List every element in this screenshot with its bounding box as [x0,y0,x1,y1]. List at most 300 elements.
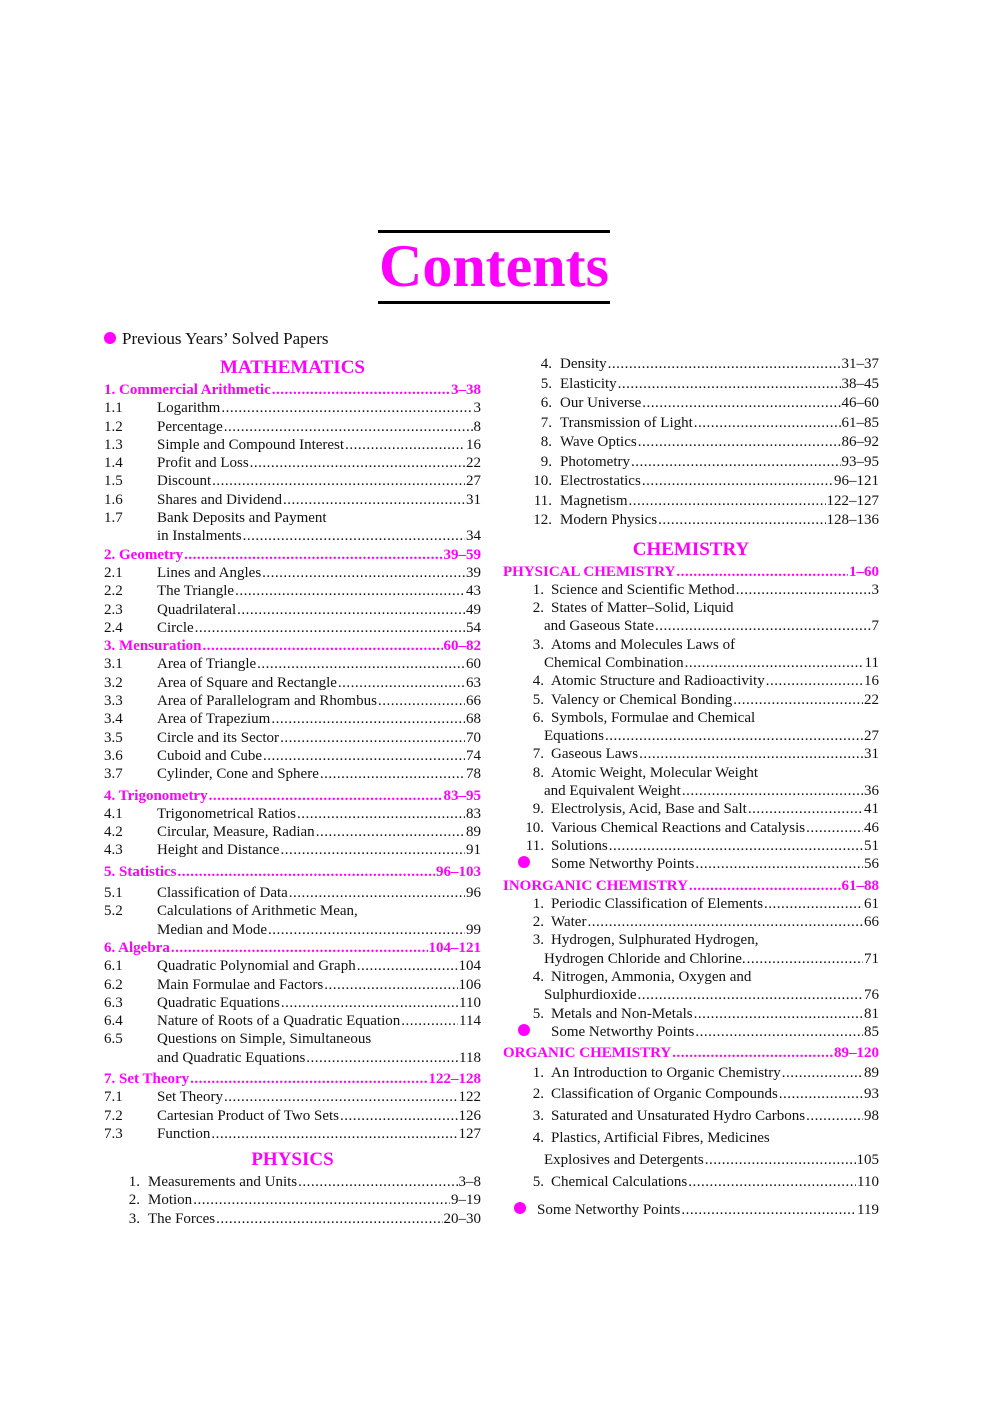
toc-entry[interactable] [104,1012,481,1030]
entry-page: 60 [466,656,481,673]
entry-number: 1. [532,895,544,912]
toc-entry[interactable] [104,601,481,619]
entry-label: Cylinder, Cone and Sphere [157,766,319,783]
bullet-icon [518,856,530,868]
entry-page: 31 [466,491,481,508]
toc-entry[interactable] [503,800,879,818]
toc-entry[interactable] [104,418,481,436]
entry-page: 63 [466,674,481,691]
chapter-pages: 83–95 [443,787,481,804]
entry-label: Various Chemical Reactions and Catalysis [551,819,806,836]
toc-entry[interactable] [104,655,481,673]
entry-number: 7.3 [104,1125,123,1142]
dot-leader [237,601,465,619]
entry-page: 96 [466,885,481,902]
entry-page: 104 [458,958,481,975]
toc-entry[interactable] [104,619,481,637]
entry-label: Quadratic Equations [157,994,280,1011]
dot-leader [609,837,863,855]
entry-page: 8 [473,418,481,435]
dot-leader [203,637,443,655]
entry-page: 83 [466,805,481,822]
dot-leader [283,491,465,509]
entry-page: 20–30 [443,1210,481,1227]
entry-number: 12. [533,512,552,528]
entry-label: Hydrogen, Sulphurated Hydrogen, [551,932,759,949]
entry-number: 11. [533,492,552,509]
entry-label: Our Universe [560,395,642,411]
entry-bullet [503,1023,551,1041]
chapter-title: 6. Algebra [104,939,170,956]
toc-entry[interactable] [104,902,481,920]
entry-page: 3 [871,581,879,598]
chapter-title: 4. Trigonometry [104,787,208,804]
entry-label: Area of Triangle [157,656,257,673]
toc-entry[interactable] [503,672,879,690]
previous-papers-entry[interactable] [104,329,329,349]
chemistry-section-heading[interactable] [503,1044,879,1062]
dot-leader [324,976,457,994]
entry-number: 4.2 [104,824,123,841]
entry-label: Cartesian Product of Two Sets [157,1107,339,1124]
chapter-heading[interactable] [104,787,481,805]
entry-label: Electrolysis, Acid, Base and Salt [551,801,747,818]
dot-leader [268,921,465,939]
entry-label: Measurements and Units [148,1174,298,1191]
entry-number: 7. [540,414,552,431]
toc-entry[interactable] [503,1063,879,1085]
entry-page: 22 [466,455,481,472]
entry-label: and Equivalent Weight [544,783,681,800]
entry-page: 16 [466,436,481,453]
toc-entry[interactable] [104,729,481,747]
toc-entry[interactable] [104,1125,481,1143]
toc-entry[interactable] [503,691,879,709]
entry-label: The Triangle [157,583,235,600]
toc-entry[interactable] [104,765,481,783]
toc-entry[interactable] [503,1023,879,1041]
entry-number: 7.1 [104,1089,123,1106]
dot-leader [235,582,465,600]
dot-leader [642,472,833,492]
dot-leader [642,394,840,414]
entry-page: 51 [864,837,879,854]
section-heading-chemistry: CHEMISTRY [632,538,750,560]
toc-entry[interactable] [104,994,481,1012]
toc-entry[interactable] [503,472,879,492]
entry-page: 27 [466,473,481,490]
toc-entry[interactable] [104,527,481,545]
dot-leader [605,727,863,745]
dot-leader [766,672,863,690]
entry-number: 8. [540,434,552,450]
dot-leader [190,1070,427,1088]
toc-entry[interactable] [104,976,481,994]
toc-entry[interactable] [104,805,481,823]
dot-leader [694,1005,863,1023]
toc-entry[interactable] [104,957,481,975]
toc-entry[interactable] [503,709,879,727]
toc-entry[interactable] [104,436,481,454]
entry-page: 96–121 [834,473,879,489]
dot-leader [736,581,871,599]
entry-page: 70 [466,729,481,746]
entry-label: Height and Distance [157,842,280,859]
dot-leader [685,654,864,672]
entry-number: 4.3 [104,842,123,859]
toc-entry[interactable] [503,986,879,1004]
dot-leader [178,863,436,881]
section-pages: 89–120 [834,1045,879,1062]
entry-label: Some Networthy Points [537,1202,681,1219]
chapter-pages: 3–38 [451,382,481,398]
toc-entry[interactable] [104,710,481,728]
toc-entry[interactable] [503,764,879,782]
toc-entry[interactable] [503,931,879,949]
chapter-pages: 60–82 [443,638,481,655]
chapter-pages: 39–59 [443,546,481,563]
toc-entry[interactable] [104,582,481,600]
bullet-icon [518,1024,530,1036]
toc-entry[interactable] [104,1049,481,1067]
entry-page: 66 [466,693,481,710]
entry-number: 10. [525,819,544,836]
entry-label: An Introduction to Organic Chemistry [551,1064,781,1081]
entry-page: 68 [466,711,481,728]
entry-number: 6.5 [104,1031,123,1048]
entry-page: 61–85 [841,414,879,431]
entry-page: 38–45 [841,375,879,392]
toc-entry[interactable] [104,509,481,527]
entry-label: Water [551,914,587,931]
entry-number: 2.3 [104,601,123,618]
toc-entry[interactable] [503,782,879,800]
final-networthy-points[interactable] [503,1201,879,1219]
toc-entry[interactable] [503,599,879,617]
toc-entry[interactable] [503,511,879,531]
entry-number: 3. [532,932,544,949]
entry-page: 22 [864,691,879,708]
entry-number: 6.4 [104,1013,123,1030]
entry-number: 4. [532,1129,544,1146]
dot-leader [320,765,465,783]
entry-label: Area of Square and Rectangle [157,674,337,691]
entry-page: 3 [473,400,481,417]
chapter-heading[interactable] [104,637,481,655]
dot-leader [681,1201,856,1219]
entry-number: 1.7 [104,510,123,527]
entry-label: Profit and Loss [157,455,249,472]
entry-label: Discount [157,473,212,490]
toc-entry[interactable] [503,727,879,745]
chapter-heading[interactable] [104,939,481,957]
dot-leader [195,619,465,637]
toc-entry[interactable] [104,399,481,417]
entry-page: 49 [466,601,481,618]
entry-number: 3. [532,636,544,653]
chapter-heading[interactable] [104,546,481,564]
toc-entry[interactable] [503,433,879,453]
dot-leader [298,1173,457,1191]
dot-leader [682,782,863,800]
toc-entry[interactable] [503,1106,879,1128]
entry-number: 3.6 [104,747,123,764]
toc-entry[interactable] [503,617,879,635]
entry-label: Classification of Organic Compounds [551,1086,778,1103]
entry-number: 5. [532,1173,544,1190]
entry-label: Valency or Chemical Bonding [551,691,733,708]
entry-page: 43 [466,583,481,600]
dot-leader [608,355,841,375]
chapter-heading[interactable] [104,1070,481,1088]
chapter-title: 2. Geometry [104,546,184,563]
entry-label: Elasticity [560,375,617,392]
toc-entry[interactable] [503,950,879,968]
toc-entry[interactable] [503,355,879,375]
toc-entry[interactable] [503,636,879,654]
toc-entry[interactable] [104,692,481,710]
entry-label: Quadrilateral [157,601,237,618]
entry-label: Modern Physics [560,512,658,528]
chemistry-section-heading[interactable] [503,877,879,895]
entry-number: 3.2 [104,674,123,691]
entry-page: 89 [864,1064,879,1081]
dot-leader [638,433,841,453]
toc-entry[interactable] [104,491,481,509]
entry-number: 3. [128,1210,140,1227]
entry-label: Shares and Dividend [157,491,282,508]
entry-number: 5. [532,691,544,708]
entry-page: 93 [864,1086,879,1103]
toc-entry[interactable] [503,1084,879,1106]
toc-entry[interactable] [104,674,481,692]
dot-leader [378,692,465,710]
toc-entry[interactable] [503,414,879,434]
entry-page: 110 [459,994,481,1011]
toc-entry[interactable] [503,654,879,672]
entry-page: 34 [466,528,481,545]
entry-page: 61 [864,895,879,912]
dot-leader [733,691,863,709]
toc-entry[interactable] [503,581,879,599]
physics-list-part-1 [100,1173,481,1228]
entry-label: Questions on Simple, Simultaneous [157,1031,372,1048]
dot-leader [193,1191,450,1209]
entry-number: 2. [532,1086,544,1103]
section-heading-physics: PHYSICS [251,1149,334,1171]
entry-page: 119 [857,1202,879,1219]
entry-number: 2. [532,914,544,931]
entry-label: Electrostatics [560,473,641,489]
toc-entry[interactable] [503,1005,879,1023]
entry-number: 4. [540,356,552,372]
toc-entry[interactable] [503,855,879,873]
entry-number: 7.2 [104,1107,123,1124]
dot-leader [695,1023,863,1041]
dot-leader [638,986,864,1004]
section-pages: 61–88 [841,877,879,894]
entry-number: 2.4 [104,619,123,636]
entry-label: Chemical Calculations [551,1173,688,1190]
toc-entry[interactable] [104,454,481,472]
entry-label: Median and Mode [157,921,267,938]
entry-number: 7. [532,746,544,763]
dot-leader [271,710,465,728]
entry-number: 9. [540,453,552,470]
toc-entry[interactable] [104,921,481,939]
entry-page: 128–136 [826,512,879,528]
dot-leader [272,381,450,399]
toc-entry[interactable] [503,375,879,395]
dot-leader [658,511,825,531]
title-block [378,230,610,304]
entry-page: 71 [864,950,879,967]
chapter-heading[interactable] [104,863,481,881]
entry-label: Solutions [551,837,608,854]
entry-page: 110 [857,1173,879,1190]
toc-entry[interactable] [503,1150,879,1172]
entry-page: 46 [864,819,879,836]
dot-leader [631,453,841,473]
dot-leader [782,1063,863,1085]
toc-entry[interactable] [503,492,879,512]
entry-label: Transmission of Light [560,414,693,431]
entry-number: 10. [533,473,552,489]
toc-entry[interactable] [503,1172,879,1194]
entry-number: 3.5 [104,729,123,746]
toc-entry[interactable] [104,823,481,841]
toc-entry[interactable] [503,745,879,763]
toc-entry[interactable] [104,1088,481,1106]
toc-entry[interactable] [503,913,879,931]
entry-page: 126 [458,1107,481,1124]
dot-leader [587,913,863,931]
dot-leader [171,939,428,957]
title-bottom-rule [378,301,610,304]
chapter-pages: 122–128 [428,1070,481,1087]
toc-entry[interactable] [104,841,481,859]
entry-label: Area of Trapezium [157,711,271,728]
toc-entry[interactable] [104,884,481,902]
entry-number: 5.1 [104,885,123,902]
entry-page: 91 [466,842,481,859]
toc-entry[interactable] [503,394,879,414]
entry-label: Cuboid and Cube [157,747,262,764]
entry-label: Lines and Angles [157,564,262,581]
entry-number: 1.5 [104,473,123,490]
entry-label: Saturated and Unsaturated Hydro Carbons [551,1108,806,1125]
dot-leader [338,674,465,692]
entry-number: 2.1 [104,564,123,581]
toc-entry[interactable] [104,564,481,582]
dot-leader [211,1125,457,1143]
toc-entry[interactable] [503,895,879,913]
entry-label: Logarithm [157,400,221,417]
entry-number: 1. [532,581,544,598]
entry-number: 1.2 [104,418,123,435]
dot-leader [280,729,465,747]
entry-number: 6.1 [104,958,123,975]
entry-page: 76 [864,987,879,1004]
toc-entry[interactable] [503,968,879,986]
dot-leader [184,546,442,564]
dot-leader [224,418,473,436]
entry-number: 1. [532,1064,544,1081]
entry-label: Chemical Combination [544,654,684,671]
entry-page: 31 [864,746,879,763]
entry-page: 93–95 [841,453,879,470]
entry-page: 46–60 [841,395,879,411]
entry-label: Area of Parallelogram and Rhombus [157,693,377,710]
toc-entry[interactable] [503,819,879,837]
toc-entry[interactable] [503,837,879,855]
toc-entry[interactable] [503,1128,879,1150]
entry-number: 5.2 [104,903,123,920]
dot-leader [689,877,841,895]
entry-page: 11 [864,654,879,671]
toc-entry[interactable] [100,1173,481,1191]
dot-leader [250,454,465,472]
entry-number: 3.3 [104,693,123,710]
entry-number: 1. [128,1174,140,1191]
toc-entry[interactable] [100,1210,481,1228]
entry-page: 78 [466,766,481,783]
chemistry-section-heading[interactable] [503,563,879,581]
entry-page: 41 [864,801,879,818]
chapter-heading[interactable] [104,381,481,399]
section-title: INORGANIC CHEMISTRY [503,877,688,894]
entry-number: 1.6 [104,491,123,508]
chapter-title: 1. Commercial Arithmetic [104,382,271,398]
entry-page: 122 [458,1089,481,1106]
toc-entry[interactable] [503,453,879,473]
entry-number: 2. [128,1192,140,1209]
chapter-pages: 96–103 [436,863,481,880]
dot-leader [345,436,465,454]
dot-leader [806,1106,863,1128]
entry-page: 74 [466,747,481,764]
entry-page: 36 [864,783,879,800]
dot-leader [221,399,472,417]
toc-entry[interactable] [104,472,481,490]
entry-label: Magnetism [560,492,628,509]
entry-label: Equations [544,728,604,745]
toc-entry[interactable] [104,747,481,765]
entry-number: 6. [540,395,552,411]
entry-number: 5. [532,1005,544,1022]
dot-leader [262,564,465,582]
entry-label: The Forces [148,1210,216,1227]
dot-leader [676,563,848,581]
entry-number: 8. [532,764,544,781]
toc-entry[interactable] [100,1191,481,1209]
entry-label: Explosives and Detergents [544,1151,704,1168]
toc-entry[interactable] [104,1030,481,1048]
entry-label: and Gaseous State [544,618,654,635]
bullet-icon [104,332,116,344]
entry-page: 27 [864,728,879,745]
toc-entry[interactable] [104,1107,481,1125]
entry-page: 31–37 [841,356,879,372]
entry-label: Metals and Non-Metals [551,1005,693,1022]
entry-number: 3.7 [104,766,123,783]
entry-number: 6.3 [104,994,123,1011]
entry-label: Simple and Compound Interest [157,436,345,453]
entry-number: 9. [532,801,544,818]
dot-leader [357,957,458,975]
entry-number: 3.1 [104,656,123,673]
entry-number: 3. [532,1108,544,1125]
